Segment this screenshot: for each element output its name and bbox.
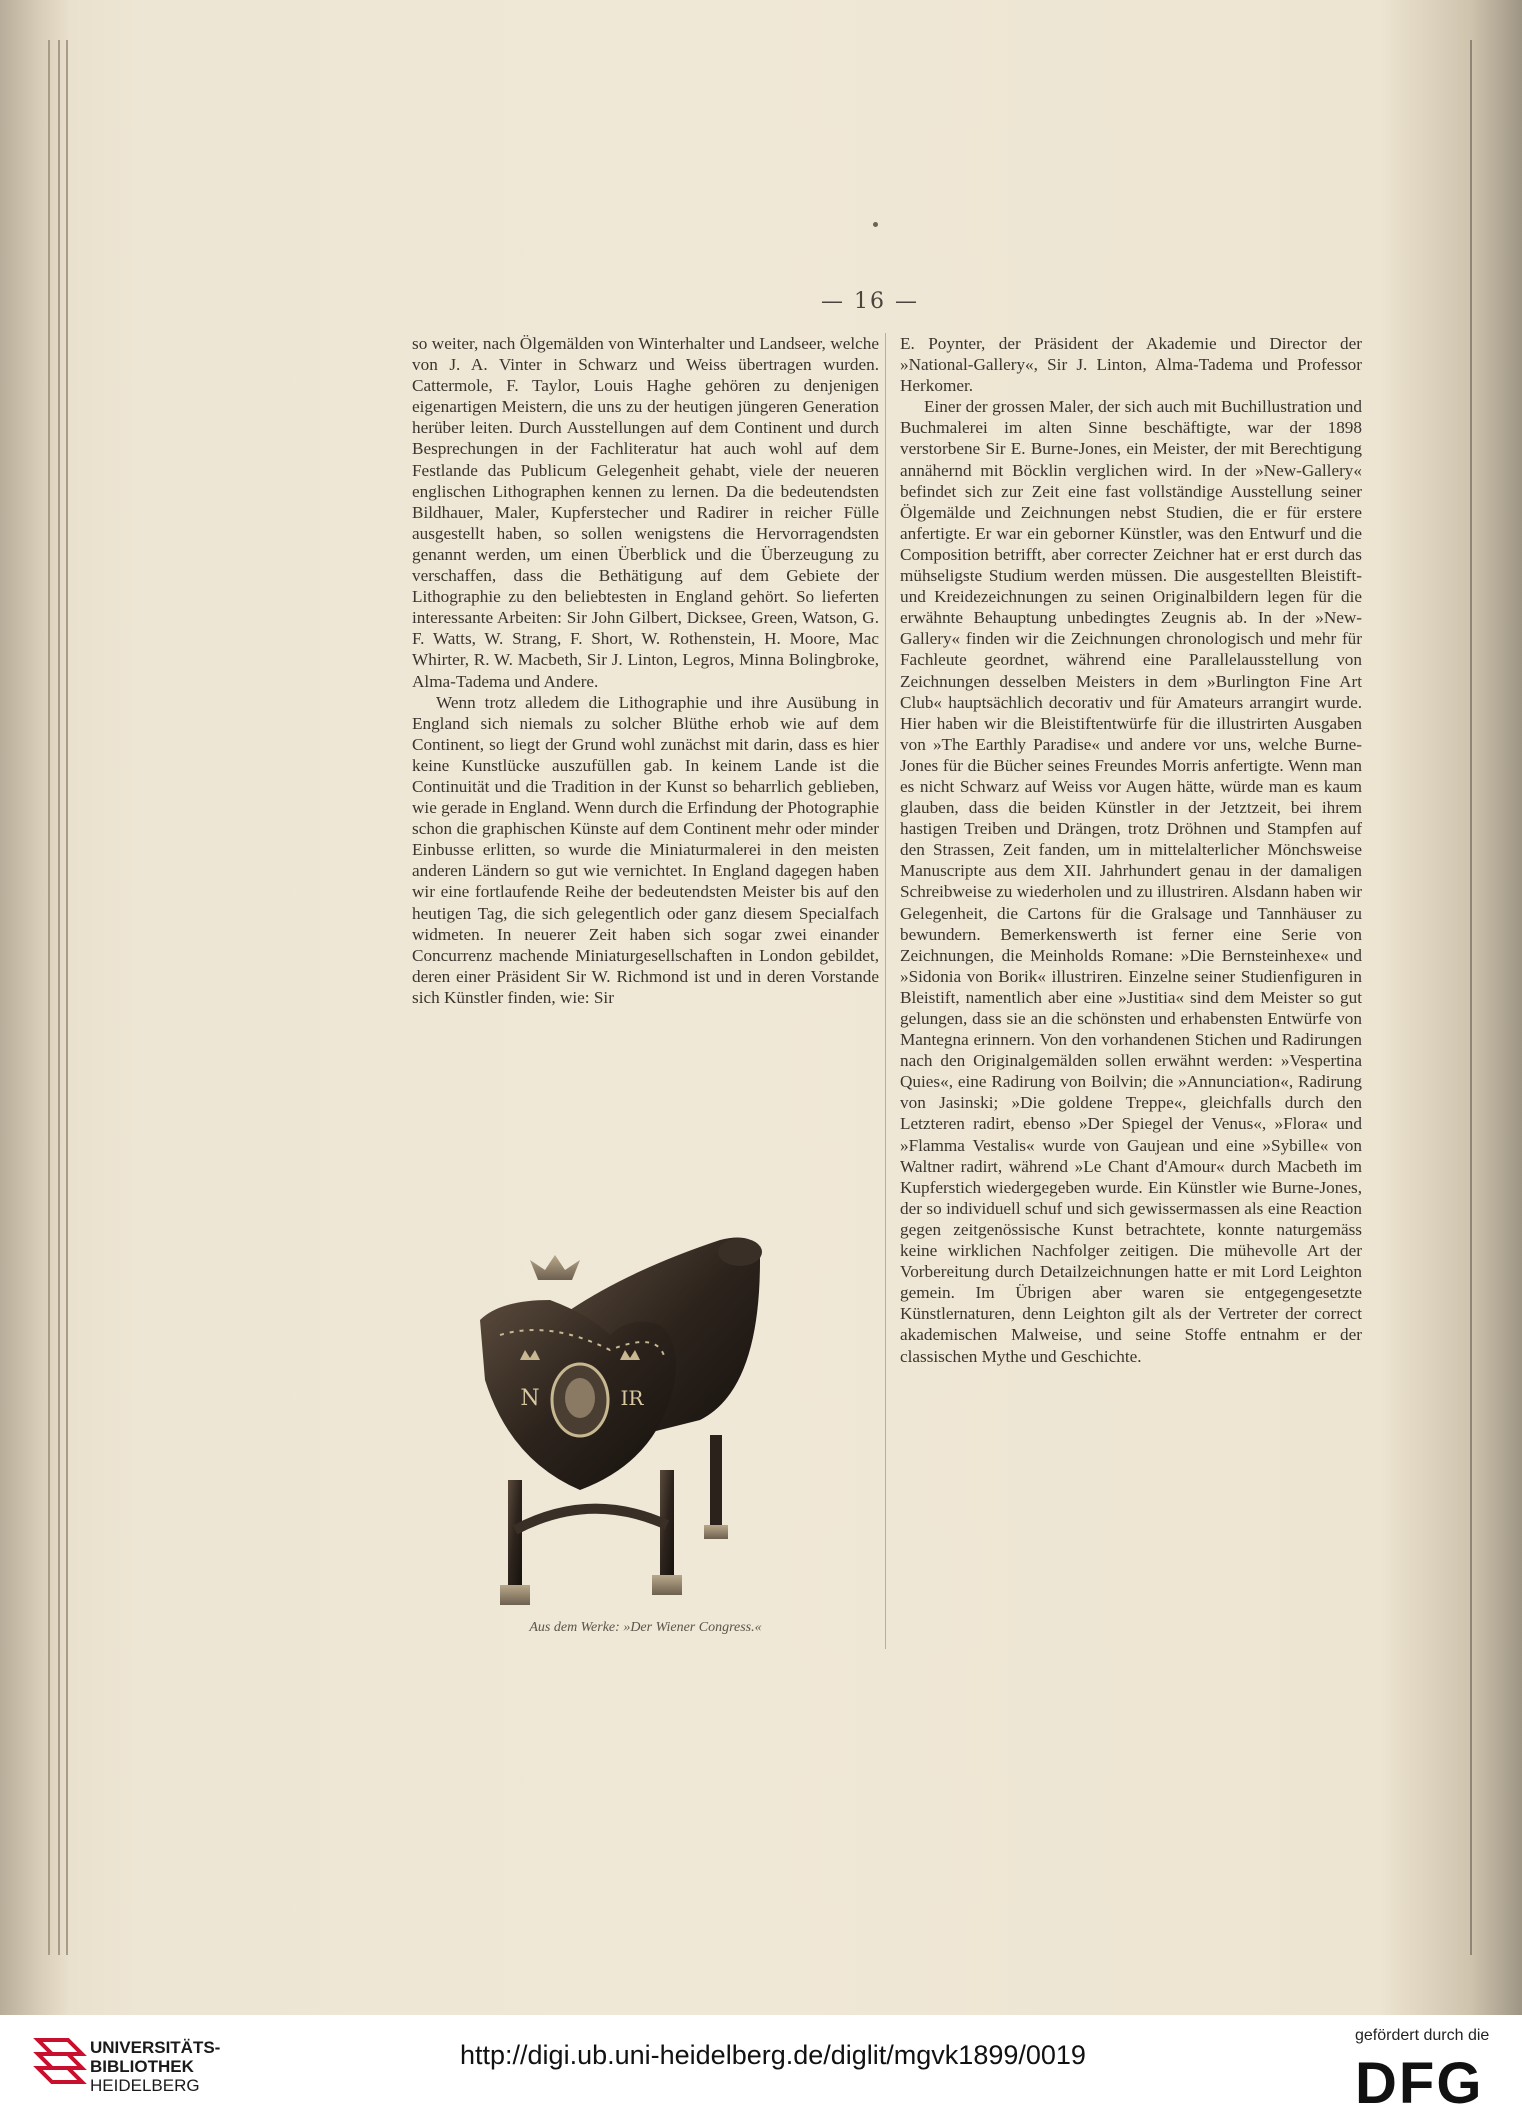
foot xyxy=(704,1525,728,1539)
library-logo-icon xyxy=(30,2030,90,2100)
stretcher xyxy=(515,1509,667,1530)
column-divider xyxy=(885,333,886,1649)
foot xyxy=(652,1575,682,1595)
monogram-left: N xyxy=(520,1386,540,1411)
paragraph: so weiter, nach Ölgemälden von Winterhalter und Landseer, welche von J. A. Vinter in Schwarz und Weiss übertragen wurden. Cattermole, F. Taylor, Louis Haghe gehören zu denjenigen eigenartigen Meistern, die uns zu der heutigen jüngeren Generation herüber leiten. Durch Ausstellungen auf dem Continent und durch Besprechungen in der Fachliteratur hat auch wohl auf dem Festlande das Publicum Gelegenheit gehabt, viele der neueren englischen Lithographen kennen zu lernen. Da die bedeutendsten Bildhauer, Maler, Kupferstecher und Radirer in reicher Fülle ausgestellt haben, so sollen wenigstens die Hervorragendsten genannt werden, um einen Überblick und die Überzeugung zu verschaffen, dass die Bethätigung auf dem Gebiete der Lithographie zu den beliebtesten in England gehört. So lieferten interessante Arbeiten: Sir John Gilbert, Dicksee, Green, Watson, G. F. Watts, W. Strang, F. Short, W. Rothenstein, H. Moore, Mac Whirter, R. W. Macbeth, Sir J. Linton, Legros, Minna Bolingbroke, Alma-Tadema und Andere. xyxy=(412,334,879,691)
foot xyxy=(500,1585,530,1605)
library-name xyxy=(90,2038,220,2095)
library-name-line: HEIDELBERG xyxy=(90,2076,200,2095)
permalink-url[interactable]: http://digi.ub.uni-heidelberg.de/diglit/mgvk1899/0019 xyxy=(460,2040,1086,2070)
eagle-ornament-icon xyxy=(530,1255,580,1280)
page-edge-line xyxy=(66,40,68,1955)
dfg-logo: DFG xyxy=(1355,2051,1484,2116)
speck xyxy=(873,222,878,227)
stool-illustration xyxy=(460,1230,820,1630)
paragraph: Wenn trotz alledem die Lithographie und ihre Ausübung in England sich niemals zu solcher Blüthe erhob wie auf dem Continent, so liegt der Grund wohl zunächst mit darin, dass es hier keine Kunstlücke auszufüllen gab. In keinem Lande ist die Continuität und die Tradition in der Kunst so beharrlich geblieben, wie gerade in England. Wenn durch die Erfindung der Photographie schon die graphischen Künste auf dem Continent mehr oder minder Einbusse erlitten, so wurde die Miniaturmalerei in den meisten anderen Ländern so gut wie vernichtet. In England dagegen haben wir eine fortlaufende Reihe der bedeutendsten Meister bis auf den heutigen Tag, die sich gelegentlich oder ganz diesem Specialfach widmeten. In neuerer Zeit haben sich sogar zwei einander Concurrenz machende Miniaturgesellschaften in London gebildet, deren einer Präsident Sir W. Richmond ist und in deren Vorstande sich Künstler finden, wie: Sir xyxy=(412,692,879,1007)
page-number: — 16 — xyxy=(821,289,919,314)
right-text-column xyxy=(900,333,1362,1367)
figure-caption: Aus dem Werke: »Der Wiener Congress.« xyxy=(529,1620,762,1635)
page-edge-line xyxy=(48,40,50,1955)
page-edge-line xyxy=(58,40,60,1955)
paragraph: E. Poynter, der Präsident der Akademie und Director der »National-Gallery«, Sir J. Linton, Alma-Tadema und Professor Herkomer. xyxy=(900,334,1362,396)
front-left-leg xyxy=(508,1480,522,1590)
library-name-line: UNIVERSITÄTS- xyxy=(90,2038,221,2057)
portrait-medallion xyxy=(565,1378,595,1418)
paragraph: Einer der grossen Maler, der sich auch mit Buchillustration und Buchmalerei im alten Sinne beschäftigte, war der 1898 verstorbene Sir E. Burne-Jones, ein Meister, der mit Berechtigung annähernd mit Böcklin verglichen wird. In der »New-Gallery« befindet sich zur Zeit eine fast vollständige Ausstellung seiner Ölgemälde und Zeichnungen nebst Studien, die er für erstere anfertigte. Er war ein geborner Künstler, was den Entwurf und die Composition betrifft, aber correcter Zeichner hat er erst durch das mühseligste Studium werden müssen. Die ausgestellten Bleistift- und Kreidezeichnungen zu seinen Originalbildern legen für die erwähnte Behauptung unbedingtes Zeugnis ab. In der »New-Gallery« finden wir die Zeichnungen chronologisch und mehr für Fachleute geordnet, während eine Parallelausstellung von Zeichnungen desselben Meisters in dem »Burlington Fine Art Club« hauptsächlich decorativ und für Amateurs arrangirt wurde. Hier haben wir die Bleistiftentwürfe für die illustrirten Ausgaben von »The Earthly Paradise« und andere vor uns, welche Burne-Jones für die Bücher seines Freundes Morris anfertigte. Wenn man es nicht Schwarz auf Weiss vor Augen hätte, würde man es kaum glauben, dass die beiden Künstler in der Jetztzeit, bei ihrem hastigen Treiben und Drängen, trotz Dröhnen und Stampfen auf den Strassen, Zeit fanden, um in mittelalterlicher Mönchsweise Manuscripte aus dem XII. Jahrhundert genau in der damaligen Schreibweise zu wiederholen und zu illustriren. Alsdann haben wir Gelegenheit, die Cartons für die Gralsage und Tannhäuser zu bewundern. Bemerkenswerth ist ferner eine Serie von Zeichnungen, die Meinholds Romane: »Die Bernsteinhexe« und »Sidonia von Borik« illustriren. Einzelne seiner Studienfiguren in Bleistift, namentlich aber eine »Justitia« sind dem Meister so gut gelungen, dass sie an die schönsten und erhabensten Entwürfe von Mantegna erinnern. Von den vorhandenen Stichen und Radirungen nach den Originalgemälden sollen erwähnt werden: »Vespertina Quies«, eine Radirung von Boilvin; die »Annunciation«, Radirung von Jasinski; »Die goldene Treppe«, gleichfalls durch den Letzteren radirt, ebenso »Der Spiegel der Venus«, »Flora« und »Flamma Vestalis« wurde von Gaujean und eine »Sybille« von Waltner radirt, während »Le Chant d'Amour« durch Macbeth im Kupferstich wiedergegeben wurde. Ein Künstler wie Burne-Jones, der so individuell schuf und sich gewissermassen als eine Reaction gegen zeitgenössische Kunst betrachtete, konnte naturgemäss keine wirklichen Nachfolger zeitigen. Die mühevolle Art der Vorbereitung durch Detailzeichnungen hatte er mit Lord Leighton gemein. Im Übrigen aber waren sie entgegengesetzte Künstlernaturen, denn Leighton gilt als der Vertreter der correct akademischen Malweise, und seine Stoffe entnahm er der classischen Mythe und Geschichte. xyxy=(900,397,1362,1366)
scroll-end xyxy=(718,1238,762,1266)
back-leg xyxy=(710,1435,722,1530)
library-name-line: BIBLIOTHEK xyxy=(90,2057,194,2076)
funding-label: gefördert durch die xyxy=(1355,2027,1490,2044)
page-edge-line xyxy=(1470,40,1472,1955)
monogram-right: IR xyxy=(620,1386,644,1410)
left-text-column xyxy=(412,333,879,1008)
